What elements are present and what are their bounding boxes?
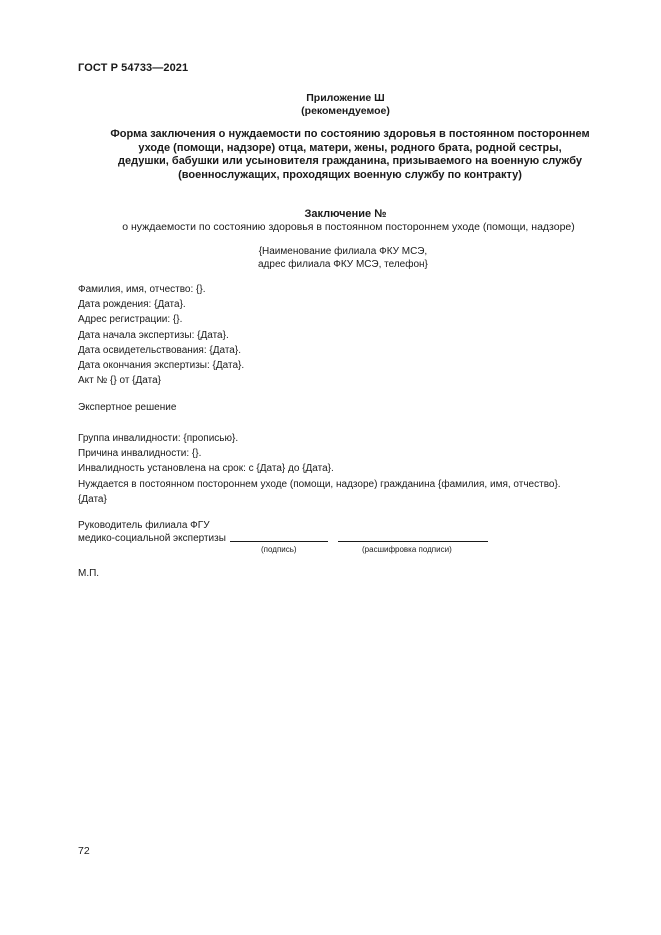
form-title-line: уходе (помощи, надзоре) отца, матери, жены, родного брата, родной сестры, [138, 141, 562, 154]
branch-line: {Наименование филиала ФКУ МСЭ, [258, 246, 428, 257]
field-exam-start: Дата начала экспертизы: {Дата}. [78, 329, 229, 341]
decision-block [78, 431, 578, 507]
conclusion-subtitle-text: о нуждаемости по состоянию здоровья в постоянном постороннем уходе (помощи, надзоре) [122, 221, 575, 233]
field-full-name: Фамилия, имя, отчество: {}. [78, 284, 206, 295]
appendix-subtitle: (рекомендуемое) [301, 105, 390, 117]
decision-date: {Дата} [78, 493, 107, 505]
conclusion-subtitle [0, 221, 661, 233]
decision-term: Инвалидность установлена на срок: с {Дата} до {Дата}. [78, 463, 334, 475]
decision-group: Группа инвалидности: {прописью}. [78, 433, 239, 444]
field-examination-date: Дата освидетельствования: {Дата}. [78, 344, 241, 356]
appendix-heading [0, 92, 661, 118]
decoding-line [338, 541, 488, 542]
signature-caption: (подпись) [261, 545, 297, 554]
conclusion-title [0, 208, 661, 220]
decision-cause: Причина инвалидности: {}. [78, 448, 202, 460]
field-birth-date: Дата рождения: {Дата}. [78, 299, 186, 311]
signature-block [78, 519, 226, 545]
branch-info [258, 246, 428, 271]
standard-number: ГОСТ Р 54733—2021 [78, 62, 189, 74]
page-number: 72 [78, 845, 90, 857]
appendix-title: Приложение Ш [306, 92, 385, 104]
field-act: Акт № {} от {Дата} [78, 375, 162, 387]
form-title-line: Форма заключения о нуждаемости по состоянию здоровья в постоянном постороннем [110, 128, 590, 140]
field-address: Адрес регистрации: {}. [78, 314, 183, 326]
signature-line [230, 541, 328, 542]
decision-care-need: Нуждается в постоянном постороннем уходе (помощи, надзоре) гражданина {фамилия, имя, отчество}. [78, 478, 561, 490]
form-title [90, 128, 610, 182]
personal-fields [78, 282, 244, 388]
expert-decision-label: Экспертное решение [78, 402, 177, 413]
signature-position-line2: медико-социальной экспертизы [78, 533, 226, 544]
branch-line: адрес филиала ФКУ МСЭ, телефон} [258, 258, 428, 270]
field-exam-end: Дата окончания экспертизы: {Дата}. [78, 360, 245, 372]
stamp-place: М.П. [78, 568, 100, 579]
form-title-line: (военнослужащих, проходящих военную службу по контракту) [178, 168, 522, 181]
conclusion-title-text: Заключение № [304, 208, 387, 220]
form-title-line: дедушки, бабушки или усыновителя гражданина, призываемого на военную службу [118, 155, 582, 167]
decoding-caption: (расшифровка подписи) [362, 545, 452, 554]
signature-position-line1: Руководитель филиала ФГУ [78, 520, 210, 531]
